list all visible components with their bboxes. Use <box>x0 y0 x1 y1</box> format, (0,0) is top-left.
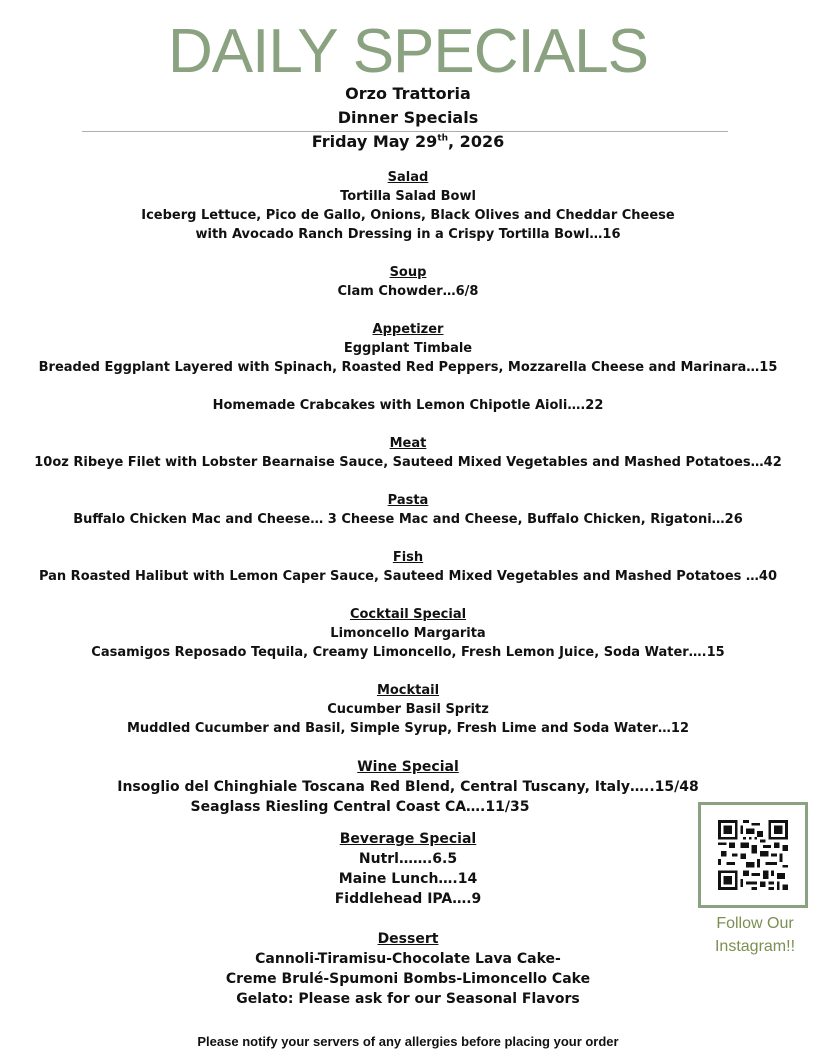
section-heading: Meat <box>389 436 427 451</box>
section-heading: Pasta <box>387 493 429 508</box>
menu-line: Tortilla Salad Bowl <box>340 189 476 204</box>
date-year: , 2026 <box>448 132 505 151</box>
menu-line: with Avocado Ranch Dressing in a Crispy Tortilla Bowl…16 <box>195 227 621 242</box>
section-cocktail <box>0 605 816 662</box>
menu-line: Breaded Eggplant Layered with Spinach, Roasted Red Peppers, Mozzarella Cheese and Marinara…15 <box>38 360 778 375</box>
qr-code-icon <box>715 820 791 890</box>
menu-line: 10oz Ribeye Filet with Lobster Bearnaise Sauce, Sauteed Mixed Vegetables and Mashed Potatoes…42 <box>34 455 782 470</box>
section-soup <box>0 263 816 301</box>
section-mocktail <box>0 681 816 738</box>
allergy-notice: Please notify your servers of any allergies before placing your order <box>197 1034 619 1049</box>
menu-line: Nutrl…….6.5 <box>358 851 458 867</box>
menu-line: Iceberg Lettuce, Pico de Gallo, Onions, Black Olives and Cheddar Cheese <box>141 208 675 223</box>
menu-line: Seaglass Riesling Central Coast CA….11/35 <box>190 799 530 815</box>
date-text: Friday May 29 <box>311 132 438 151</box>
menu-line: Creme Brulé-Spumoni Bombs-Limoncello Cake <box>225 971 591 987</box>
section-heading: Cocktail Special <box>349 607 467 622</box>
instagram-qr[interactable] <box>698 802 808 908</box>
section-heading: Mocktail <box>376 683 440 698</box>
menu-line: Pan Roasted Halibut with Lemon Caper Sauce, Sauteed Mixed Vegetables and Mashed Potatoes …40 <box>38 569 778 584</box>
caption-line: Instagram!! <box>714 938 796 955</box>
section-heading: Salad <box>387 170 429 185</box>
section-heading: Appetizer <box>372 322 444 337</box>
menu-line: Homemade Crabcakes with Lemon Chipotle Aioli….22 <box>212 398 604 413</box>
section-pasta <box>0 491 816 529</box>
page-title: DAILY SPECIALS <box>168 17 648 86</box>
menu-line: Fiddlehead IPA….9 <box>334 891 482 907</box>
section-heading: Beverage Special <box>339 831 477 847</box>
section-appetizer <box>0 320 816 415</box>
section-heading: Fish <box>392 550 424 565</box>
menu-line: Cannoli-Tiramisu-Chocolate Lava Cake- <box>255 951 561 967</box>
restaurant-name: Orzo Trattoria <box>345 84 471 103</box>
section-wine <box>0 757 816 817</box>
section-heading: Soup <box>389 265 427 280</box>
menu-line: Eggplant Timbale <box>343 341 473 356</box>
section-fish <box>0 548 816 586</box>
section-meat <box>0 434 816 472</box>
menu-line: Casamigos Reposado Tequila, Creamy Limoncello, Fresh Lemon Juice, Soda Water….15 <box>91 645 725 660</box>
menu-date <box>0 132 816 151</box>
spacer <box>0 377 816 396</box>
menu-line: Clam Chowder…6/8 <box>337 284 479 299</box>
menu-line: Cucumber Basil Spritz <box>327 702 489 717</box>
menu-line: Buffalo Chicken Mac and Cheese… 3 Cheese Mac and Cheese, Buffalo Chicken, Rigatoni…26 <box>73 512 743 527</box>
menu-line: Gelato: Please ask for our Seasonal Flavors <box>236 991 580 1007</box>
caption-line: Follow Our <box>716 915 794 932</box>
section-dessert <box>0 929 816 1009</box>
specials-menu <box>0 168 816 1009</box>
menu-line: Insoglio del Chinghiale Toscana Red Blend, Central Tuscany, Italy…..15/48 <box>117 779 699 795</box>
menu-line: Muddled Cucumber and Basil, Simple Syrup, Fresh Lime and Soda Water…12 <box>126 721 690 736</box>
menu-line: Maine Lunch….14 <box>338 871 478 887</box>
menu-line: Limoncello Margarita <box>330 626 486 641</box>
section-beverage <box>0 829 816 909</box>
instagram-caption <box>700 912 810 958</box>
menu-subtitle: Dinner Specials <box>337 108 479 127</box>
section-salad <box>0 168 816 244</box>
section-heading: Wine Special <box>357 759 459 775</box>
section-heading: Dessert <box>377 931 439 947</box>
date-ordinal: th <box>437 133 449 144</box>
